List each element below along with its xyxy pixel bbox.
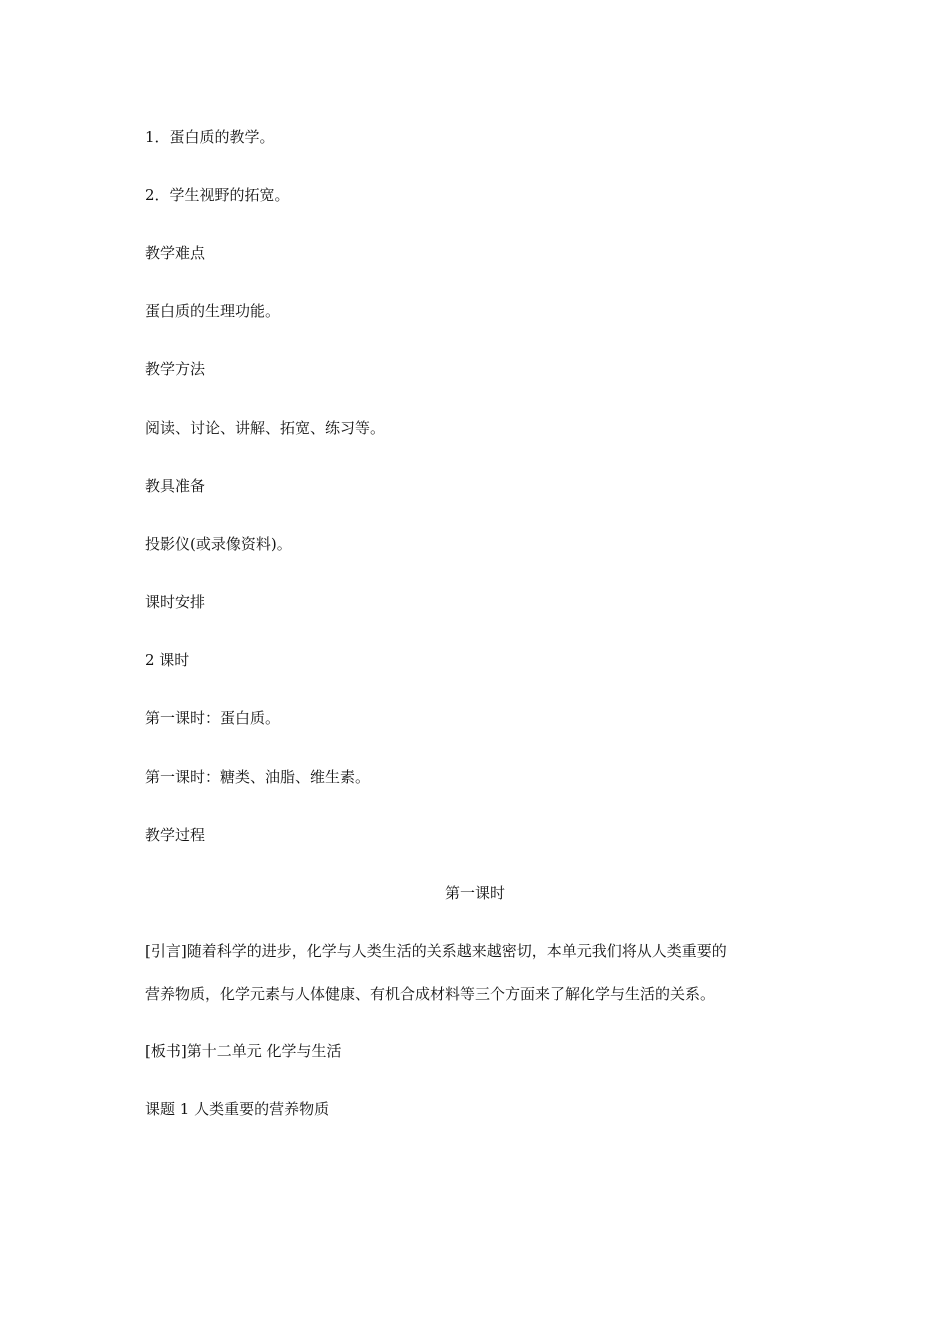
lesson-title: 第一课时: [444, 884, 505, 902]
section-heading: 课时安排: [145, 593, 206, 611]
text-line: 第一课时：糖类、油脂、维生素。: [145, 768, 371, 786]
paragraph-line: 营养物质，化学元素与人体健康、有机合成材料等三个方面来了解化学与生活的关系。: [145, 985, 716, 1003]
text-line: 投影仪(或录像资料)。: [145, 535, 292, 553]
text-line: 蛋白质的生理功能。: [145, 302, 281, 320]
text-line: 第一课时：蛋白质。: [145, 709, 281, 727]
section-heading: 教学过程: [145, 826, 206, 844]
text-line: 1．蛋白质的教学。: [145, 128, 275, 146]
text-line: [板书]第十二单元 化学与生活: [145, 1042, 342, 1060]
text-line: 阅读、讨论、讲解、拓宽、练习等。: [145, 419, 386, 437]
section-heading: 教学难点: [145, 244, 206, 262]
text-line: 2 课时: [145, 651, 190, 669]
section-heading: 教具准备: [145, 477, 206, 495]
paragraph-line: [引言]随着科学的进步，化学与人类生活的关系越来越密切，本单元我们将从人类重要的: [145, 942, 727, 960]
section-heading: 教学方法: [145, 360, 206, 378]
text-line: 课题 1 人类重要的营养物质: [145, 1100, 330, 1118]
text-line: 2．学生视野的拓宽。: [145, 186, 290, 204]
